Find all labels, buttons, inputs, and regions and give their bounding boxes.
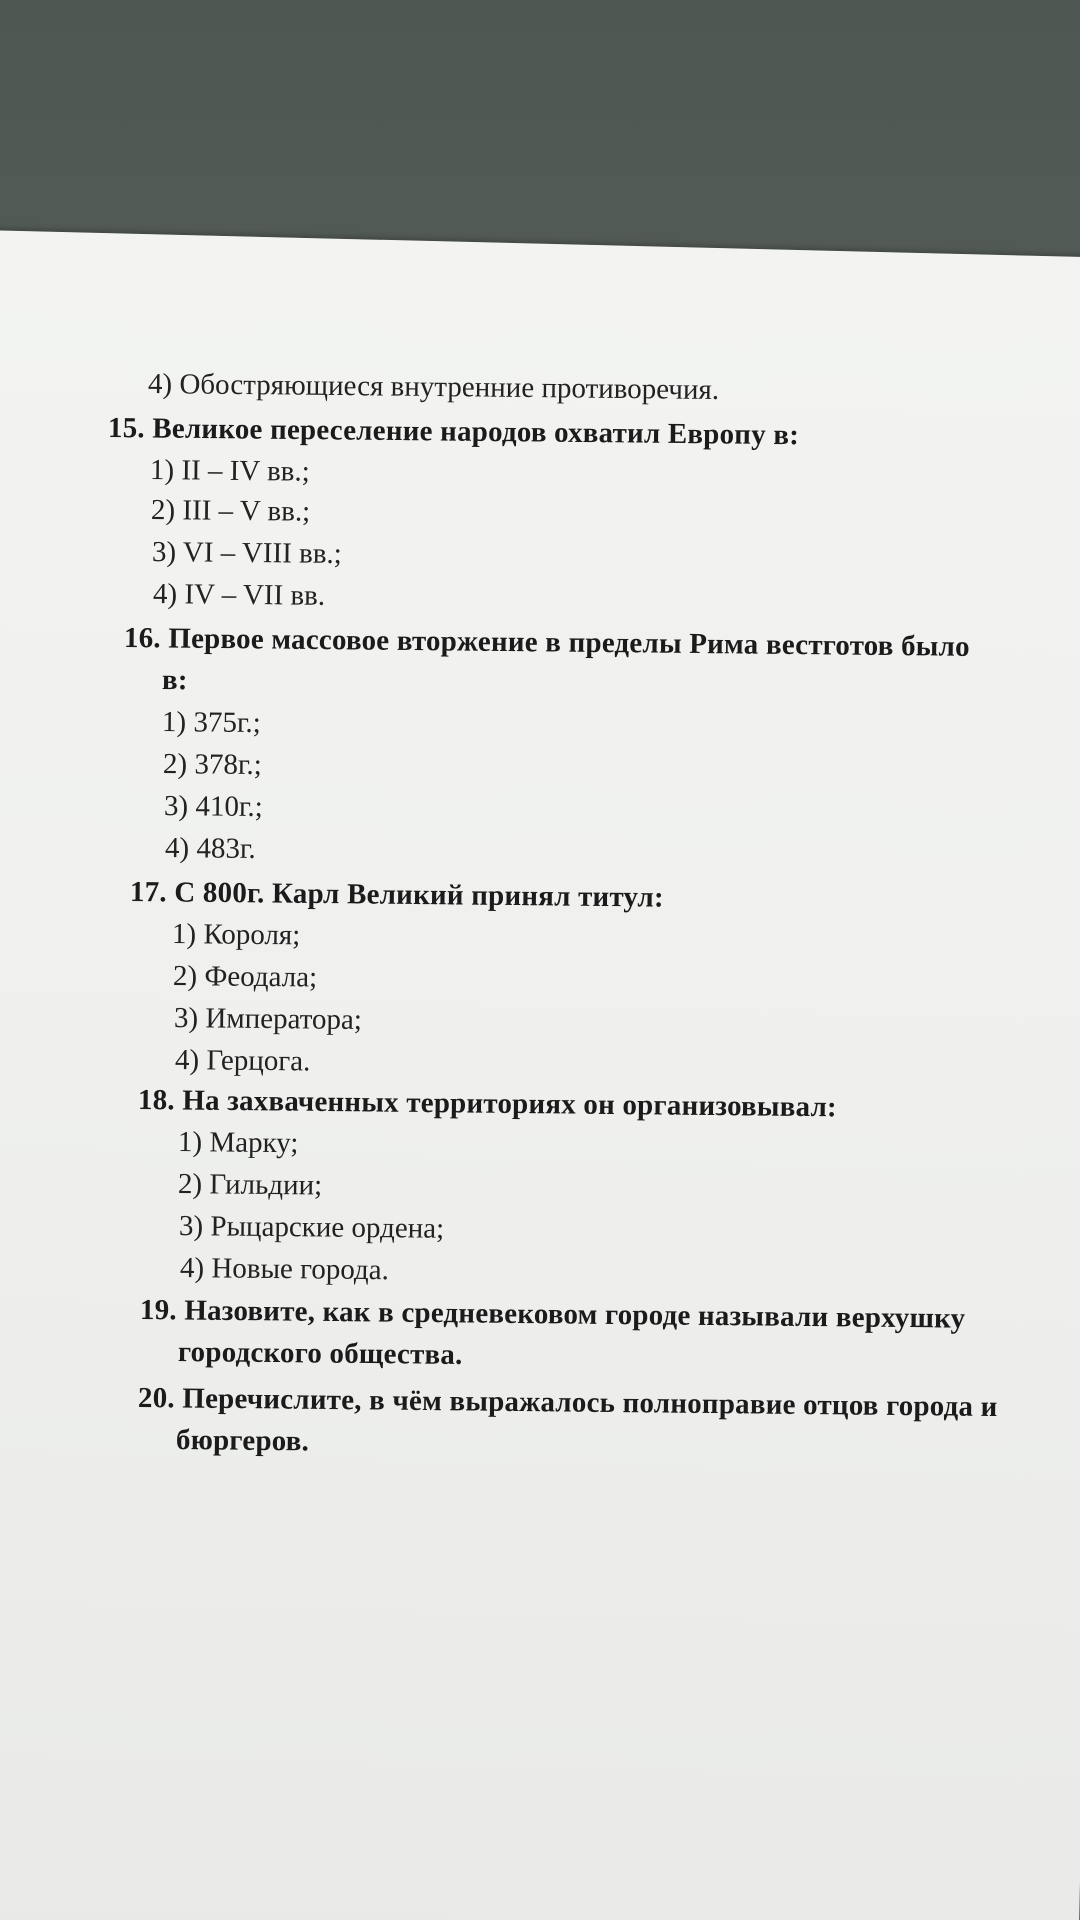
q16-option-4: 4) 483г.	[164, 832, 256, 865]
q17-option-2: 2) Феодала;	[172, 960, 318, 994]
q18-option-2: 2) Гильдии;	[177, 1168, 323, 1202]
q17-text: 17. С 800г. Карл Великий принял титул:	[129, 876, 664, 914]
q16-text-line-1: 16. Первое массовое вторжение в пределы Рима вестготов было	[123, 622, 970, 663]
q18-option-4: 4) Новые города.	[179, 1252, 390, 1287]
q15-option-4: 4) IV – VII вв.	[152, 578, 326, 612]
q17-option-1: 1) Короля;	[171, 918, 301, 952]
q20-text-line-1: 20. Перечислите, в чём выражалось полноправие отцов города и	[137, 1382, 998, 1424]
q20-text-line-2: бюргеров.	[175, 1424, 310, 1458]
q16-option-3: 3) 410г.;	[163, 790, 264, 824]
q17-option-3: 3) Императора;	[173, 1002, 363, 1036]
q14-option-4: 4) Обостряющиеся внутренние противоречия.	[147, 368, 720, 406]
q16-option-2: 2) 378г.;	[162, 748, 263, 782]
q15-option-2: 2) III – V вв.;	[150, 494, 311, 528]
q17-option-4: 4) Герцога.	[174, 1044, 311, 1078]
q15-text: 15. Великое переселение народов охватил Европу в:	[107, 412, 800, 452]
q16-text-line-2: в:	[161, 664, 188, 697]
q15-option-1: 1) II – IV вв.;	[149, 454, 310, 488]
q18-option-1: 1) Марку;	[177, 1126, 299, 1160]
q18-text: 18. На захваченных территориях он организовывал:	[137, 1084, 838, 1124]
q15-option-3: 3) VI – VIII вв.;	[151, 536, 342, 570]
q16-option-1: 1) 375г.;	[161, 706, 262, 740]
q19-text-line-2: городского общества.	[177, 1336, 463, 1371]
q19-text-line-1: 19. Назовите, как в средневековом городе называли верхушку	[139, 1294, 966, 1335]
q18-option-3: 3) Рыцарские ордена;	[178, 1210, 445, 1245]
